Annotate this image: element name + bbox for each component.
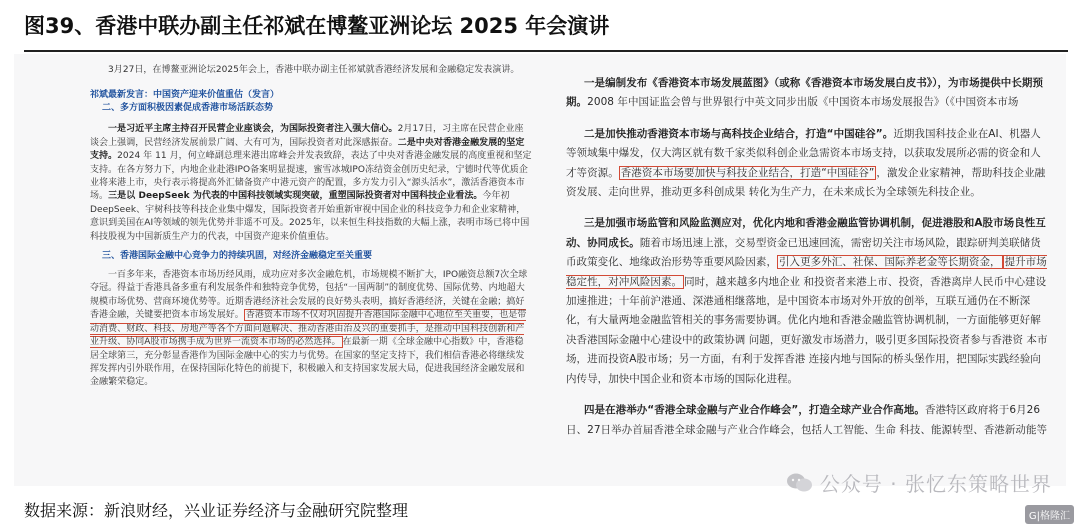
right-body-1: 2008 年中国证监会曾与世界银行中英文同步出版《中国资本市场发展报告》（《中国资本市场 bbox=[587, 96, 1019, 109]
left-paragraph-1 bbox=[90, 123, 532, 244]
body-3: 今年初DeepSeek、宇树科技等科技企业集中爆发，国际投资者开始重新审视中国企业的科技竞争力和企业家精神，意识到美国在AI等领域的领先优势并非遥不可及。2025年，以来恒生科技指数的大幅上涨，表明市场已将中国科技股视为中国新质生产力的代表，中国资产迎来价值重估。 bbox=[90, 191, 530, 242]
right-lead-1: 一是编制发布《香港资本市场发展蓝图》（或称《香港资本市场发展白皮书》），为市场提供中长期预期。 bbox=[566, 77, 1043, 109]
right-lead-3: 三是加强市场监管和风险监测应对，优化内地和香港金融监管协调机制，促进港股和A股市场良性互动、协同成长。 bbox=[566, 217, 1046, 249]
title-divider bbox=[24, 50, 1068, 52]
source-note: 数据来源：新浪财经，兴业证券经济与金融研究院整理 bbox=[24, 500, 409, 520]
watermark-text: 公众号 · 张忆东策略世界 bbox=[819, 472, 1052, 496]
body-1: 2月17日，习主席在民营企业座谈会上强调，民营经济发展前景广阔、大有可为，国际投资者对此深感振奋。 bbox=[90, 124, 524, 148]
right-body-2: 近期我国科技企业在AI、机器人等领域集中爆发，仅大湾区就有数千家类似科创企业急需资本市场支持，以获取发展所必需的资金和人才等资源。 bbox=[566, 127, 1041, 179]
right-paragraph-3 bbox=[566, 214, 1048, 389]
right-paragraph-4 bbox=[566, 401, 1048, 440]
heading-sub: 二、多方面积极因素促成香港市场活跃态势 bbox=[102, 103, 274, 114]
figure-title: 图39、香港中联办副主任祁斌在博鳌亚洲论坛 2025 年会演讲 bbox=[24, 14, 610, 38]
right-body-3-tail: 同时，越来越多内地企业 和投资者来港上市、投资，香港离岸人民币中心建设加速推进；十年前沪港通、深港通相继落地，是中国资本市场对外开放的创举，互联互通仍在不断深化，有大量两地金融监管相关的事务需要协调。优化内地和香港金融监管协调机制，一方面能够更好解决香港国际金融中心建设中的政策协调 问题，更好激发市场潜力，吸引更多国际投资者参与香港资 本市场，进而投资A股市场；另一方面，有利于发挥香港 连接内地与国际的桥头堡作用，把国际实践经验向内传导，加快中国企业和资本市场的国际化进程。 bbox=[566, 275, 1048, 385]
highlight-box-long-term-funds: 引入更多外汇、社保、国际养老金等长期资金， bbox=[779, 256, 1001, 269]
highlight-box-silicon-valley: 香港资本市场要加快与科技企业结合，打造“中国硅谷” bbox=[620, 166, 875, 179]
lead-2: 二是中央对香港金融发展的坚定支持。 bbox=[90, 137, 525, 162]
body-4: 一百多年来，香港资本市场历经风雨，成功应对多次金融危机，市场规模不断扩大，IPO融资总额7次全球夺冠。得益于香港具备多重有利发展条件和独特竞争优势，包括“一国两制”的制度优势、国际优势、内地超大规模市场优势、营商环境优势等。近期香港经济社会发展的良好势头表明，搞好香港经济，关键在金融；搞好香港金融，关键要把资本市场发展好。 bbox=[90, 270, 528, 321]
right-body-4: 香港特区政府将于6月26日、27日举办首届香港全球金融与产业合作峰会，包括人工智能、生命 科技、能源转型、香港新动能等 bbox=[566, 404, 1048, 436]
intro-paragraph: 3月27日，在博鳌亚洲论坛2025年会上，香港中联办副主任祁斌就香港经济发展和金融稳定发表演讲。 bbox=[108, 65, 520, 75]
highlight-box-stability: 提升市场稳定性，对冲风险因素。 bbox=[566, 256, 1047, 288]
right-body-3: 随着市场迅速上涨，交易型资金已迅速回流，需密切关注市场风险，跟踪研判美联储货币政策变化、地缘政治形势等重要风险因素， bbox=[566, 236, 1041, 269]
right-lead-4: 四是在港举办“香港全球金融与产业合作峰会”，打造全球产业合作高地。 bbox=[584, 404, 925, 417]
right-body-2-tail: ，激发企业家精神，帮助科技企业融资发展、走向世界，推动更多科创成果 转化为生产力，在未来成长为全球领先科技企业。 bbox=[566, 166, 1046, 199]
lead-1: 一是习近平主席主持召开民营企业座谈会，为国际投资者注入强大信心。 bbox=[108, 124, 398, 135]
heading-main: 祁斌最新发言：中国资产迎来价值重估（发言） bbox=[90, 90, 280, 101]
highlight-box-left: 香港资本市场不仅对巩固提升香港国际金融中心地位至关重要，也是带动消费、财政、科技、房地产等各个方面问题解决、推动香港由治及兴的重要抓手，是推动中国科技创新和产业升级、协同A股市场携手成为世界一流资本市场的必然选择。 bbox=[90, 310, 527, 348]
lead-3: 三是以 DeepSeek 为代表的中国科技领域实现突破，重塑国际投资者对中国科技企业看法。 bbox=[108, 191, 483, 202]
body-2: 2024 年 11 月，何立峰副总理来港出席峰会并发表致辞，表达了中央对香港金融发展的高度重视和坚定支持。在各方努力下，内地企业赴港IPO备案明显提速，蜜雪冰城IPO冻结资金创历史纪录，宁德时代等优质企业将来港上市，央行表示将提高外汇储备资产中港元资产的配置，多方发力引入“源头活水”，激活香港资本市场。 bbox=[90, 151, 532, 202]
right-paragraph-2 bbox=[566, 125, 1048, 203]
left-column bbox=[14, 54, 546, 394]
article-scan bbox=[14, 54, 1066, 486]
right-column bbox=[546, 54, 1066, 452]
left-paragraph-2 bbox=[90, 269, 532, 390]
right-lead-2: 二是加快推动香港资本市场与高科技企业结合，打造“中国硅谷”。 bbox=[584, 127, 894, 140]
right-paragraph-1 bbox=[566, 74, 1048, 113]
heading-section-3: 三、香港国际金融中心竞争力的持续巩固，对经济金融稳定至关重要 bbox=[102, 251, 373, 262]
body-5: 在最新一期《全球金融中心指数》中，香港稳居全球第三，充分彰显香港作为国际金融中心的实力与优势。在国家的坚定支持下，我们相信香港必将继续发挥发挥内引外联作用，在保持国际化特色的前提下，积极融入和支持国家发展大局，促进我国经济金融发展和金融繁荣稳定。 bbox=[90, 337, 525, 388]
corner-logo: G|格隆汇 bbox=[1025, 505, 1074, 524]
